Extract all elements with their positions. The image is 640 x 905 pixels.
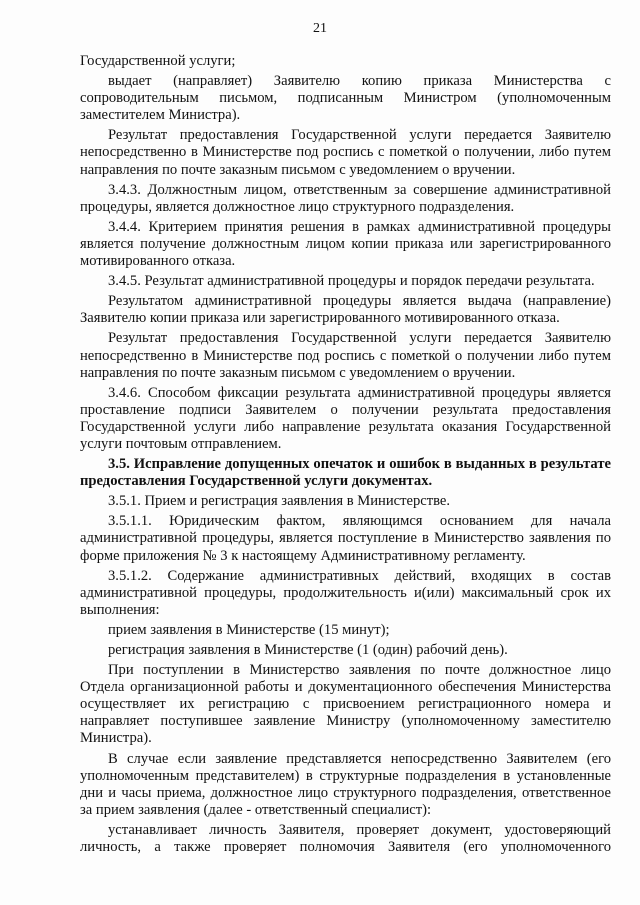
paragraph-result-definition: Результатом административной процедуры является выдача (направление) Заявителю копии приказа или зарегистрированного мотивированного отказа. xyxy=(80,293,611,327)
paragraph-continuation: Государственной услуги; xyxy=(80,53,236,69)
paragraph-3-5-1: 3.5.1. Прием и регистрация заявления в Министерстве. xyxy=(108,493,451,510)
paragraph-3-4-3: 3.4.3. Должностным лицом, ответственным за совершение административной процедуры, является должностное лицо структурного подразделения. xyxy=(80,181,611,215)
list-item-reception: прием заявления в Министерстве (15 минут); xyxy=(108,621,390,638)
paragraph-3-4-6: 3.4.6. Способом фиксации результата административной процедуры является проставление подписи Заявителем о получении результата предоставления Государственной услуги либо направление результата оказания Государственной услуги почтовым отправлением. xyxy=(80,384,611,452)
paragraph-3-4-5: 3.4.5. Результат административной процедуры и порядок передачи результата. xyxy=(108,273,595,290)
paragraph-direct-submission: В случае если заявление представляется непосредственно Заявителем (его уполномоченным представителем) в структурные подразделения в установленные дни и часы приема, должностное лицо структурного подразделения, ответственное за прием заявления (далее - ответственный специалист): xyxy=(80,750,611,818)
page-number: 21 xyxy=(313,21,327,36)
document-body xyxy=(80,53,611,856)
paragraph-3-5-1-1: 3.5.1.1. Юридическим фактом, являющимся основанием для начала административной процедуры, является поступление в Министерство заявления по форме приложения № 3 к настоящему Административному регламенту. xyxy=(80,513,611,564)
section-heading-3-5: 3.5. Исправление допущенных опечаток и ошибок в выданных в результате предоставления Государственной услуги документах. xyxy=(80,456,611,490)
paragraph-result-delivery-2: Результат предоставления Государственной услуги передается Заявителю непосредственно в Министерстве под роспись с пометкой о получении либо путем направления по почте заказным письмом с уведомлением о вручении. xyxy=(80,330,611,381)
paragraph-result-delivery: Результат предоставления Государственной услуги передается Заявителю непосредственно в Министерстве под роспись с пометкой о получении, либо путем направления по почте заказным письмом с уведомлением о вручении. xyxy=(80,127,611,178)
paragraph-3-5-1-2: 3.5.1.2. Содержание административных действий, входящих в состав административной процедуры, продолжительность и(или) максимальный срок их выполнения: xyxy=(80,567,611,618)
paragraph-postal-receipt: При поступлении в Министерство заявления по почте должностное лицо Отдела организационной работы и документационного обеспечения Министерства осуществляет их регистрацию с присвоением регистрационного номера и направляет поступившее заявление Министру (уполномоченному заместителю Министра). xyxy=(80,662,611,747)
paragraph-3-4-4: 3.4.4. Критерием принятия решения в рамках административной процедуры является получение должностным лицом копии приказа или зарегистрированного мотивированного отказа. xyxy=(80,218,611,270)
list-item-registration: регистрация заявления в Министерстве (1 (один) рабочий день). xyxy=(108,642,508,658)
paragraph-issue-order-copy: выдает (направляет) Заявителю копию приказа Министерства с сопроводительным письмом, подписанным Министром (уполномоченным заместителем Министра). xyxy=(80,73,611,124)
paragraph-identity-check: устанавливает личность Заявителя, проверяет документ, удостоверяющий личность, а также проверяет полномочия Заявителя (его уполномоченного xyxy=(80,821,611,856)
